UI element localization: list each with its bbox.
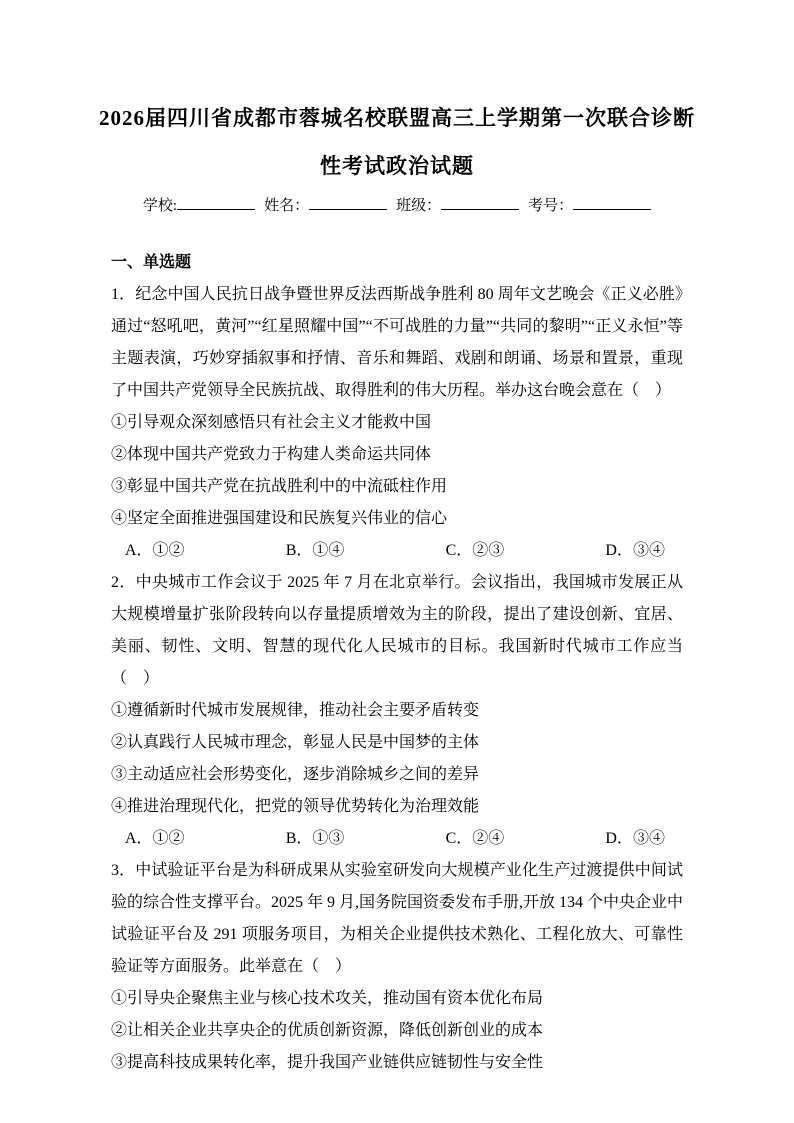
question-3-statement-1: ①引导央企聚焦主业与核心技术攻关，推动国有资本优化布局 <box>111 990 544 1007</box>
name-field <box>264 194 396 215</box>
question-2-statement-3: ③主动适应社会形势变化，逐步消除城乡之间的差异 <box>111 766 480 783</box>
name-blank <box>309 195 387 210</box>
exam-title <box>0 0 794 190</box>
question-2-statement-4: ④推进治理现代化，把党的领导优势转化为治理效能 <box>111 798 480 815</box>
question-1-statement-2: ②体现中国共产党致力于构建人类命运共同体 <box>111 446 432 463</box>
exam-title-line-2: 性考试政治试题 <box>320 154 474 178</box>
question-2-choice-d: D．③④ <box>605 830 665 847</box>
question-2-choices <box>111 823 683 855</box>
exam-title-line-1: 2026届四川省成都市蓉城名校联盟高三上学期第一次联合诊断 <box>99 106 695 130</box>
exam-number-blank <box>573 195 651 210</box>
class-field <box>396 194 528 215</box>
question-2-stem: 2．中央城市工作会议于 2025 年 7 月在北京举行。会议指出，我国城市发展正从大规模增量扩张阶段转向以存量提质增效为主的阶段，提出了建设创新、宜居、美丽、韧性、文明、智慧的现代化人民城市的目标。我国新时代城市工作应当（ ） <box>111 574 683 687</box>
question-3 <box>111 855 683 1079</box>
section-heading-single-choice: 一、单选题 <box>111 254 192 271</box>
school-blank <box>177 195 255 210</box>
question-1-statement-1: ①引导观众深刻感悟只有社会主义才能救中国 <box>111 414 432 431</box>
question-3-statement-3: ③提高科技成果转化率，提升我国产业链供应链韧性与安全性 <box>111 1054 544 1071</box>
question-1-choices <box>111 535 683 567</box>
question-1-choice-c: C．②③ <box>445 542 505 559</box>
question-3-statement-2: ②让相关企业共享央企的优质创新资源，降低创新创业的成本 <box>111 1022 544 1039</box>
question-1-stem: 1．纪念中国人民抗日战争暨世界反法西斯战争胜利 80 周年文艺晚会《正义必胜》通过“怒吼吧，黄河”“红星照耀中国”“不可战胜的力量”“共同的黎明”“正义永恒”等主题表演，巧妙穿插叙事和抒情、音乐和舞蹈、戏剧和朗诵、场景和置景，重现了中国共产党领导全民族抗战、取得胜利的伟大历程。举办这台晚会意在（ ） <box>111 286 683 399</box>
student-info-row <box>0 194 794 215</box>
question-2-choice-a: A．①② <box>125 830 185 847</box>
question-1-choice-a: A．①② <box>125 542 185 559</box>
question-2-statement-1: ①遵循新时代城市发展规律，推动社会主要矛盾转变 <box>111 702 480 719</box>
exam-number-field <box>528 194 651 215</box>
question-2 <box>111 567 683 855</box>
question-1-choice-d: D．③④ <box>605 542 665 559</box>
exam-body <box>111 247 683 1079</box>
question-2-choice-b: B．①③ <box>285 830 345 847</box>
question-1-statement-3: ③彰显中国共产党在抗战胜利中的中流砥柱作用 <box>111 478 448 495</box>
question-1-choice-b: B．①④ <box>285 542 345 559</box>
question-3-stem: 3．中试验证平台是为科研成果从实验室研发向大规模产业化生产过渡提供中间试验的综合性支撑平台。2025 年 9 月,国务院国资委发布手册,开放 134 个中央企业中试验证平台及 291 项服务项目，为相关企业提供技术熟化、工程化放大、可靠性验证等方面服务。此举意在（ ） <box>111 862 684 975</box>
class-blank <box>441 195 519 210</box>
question-1 <box>111 279 683 567</box>
question-2-statement-2: ②认真践行人民城市理念，彰显人民是中国梦的主体 <box>111 734 480 751</box>
class-label: 班级： <box>396 198 442 214</box>
question-2-choice-c: C．②④ <box>445 830 505 847</box>
exam-number-label: 考号： <box>528 198 574 214</box>
school-field <box>143 194 264 215</box>
name-label: 姓名： <box>264 198 310 214</box>
school-label: 学校: <box>142 198 178 214</box>
question-1-statement-4: ④坚定全面推进强国建设和民族复兴伟业的信心 <box>111 510 448 527</box>
